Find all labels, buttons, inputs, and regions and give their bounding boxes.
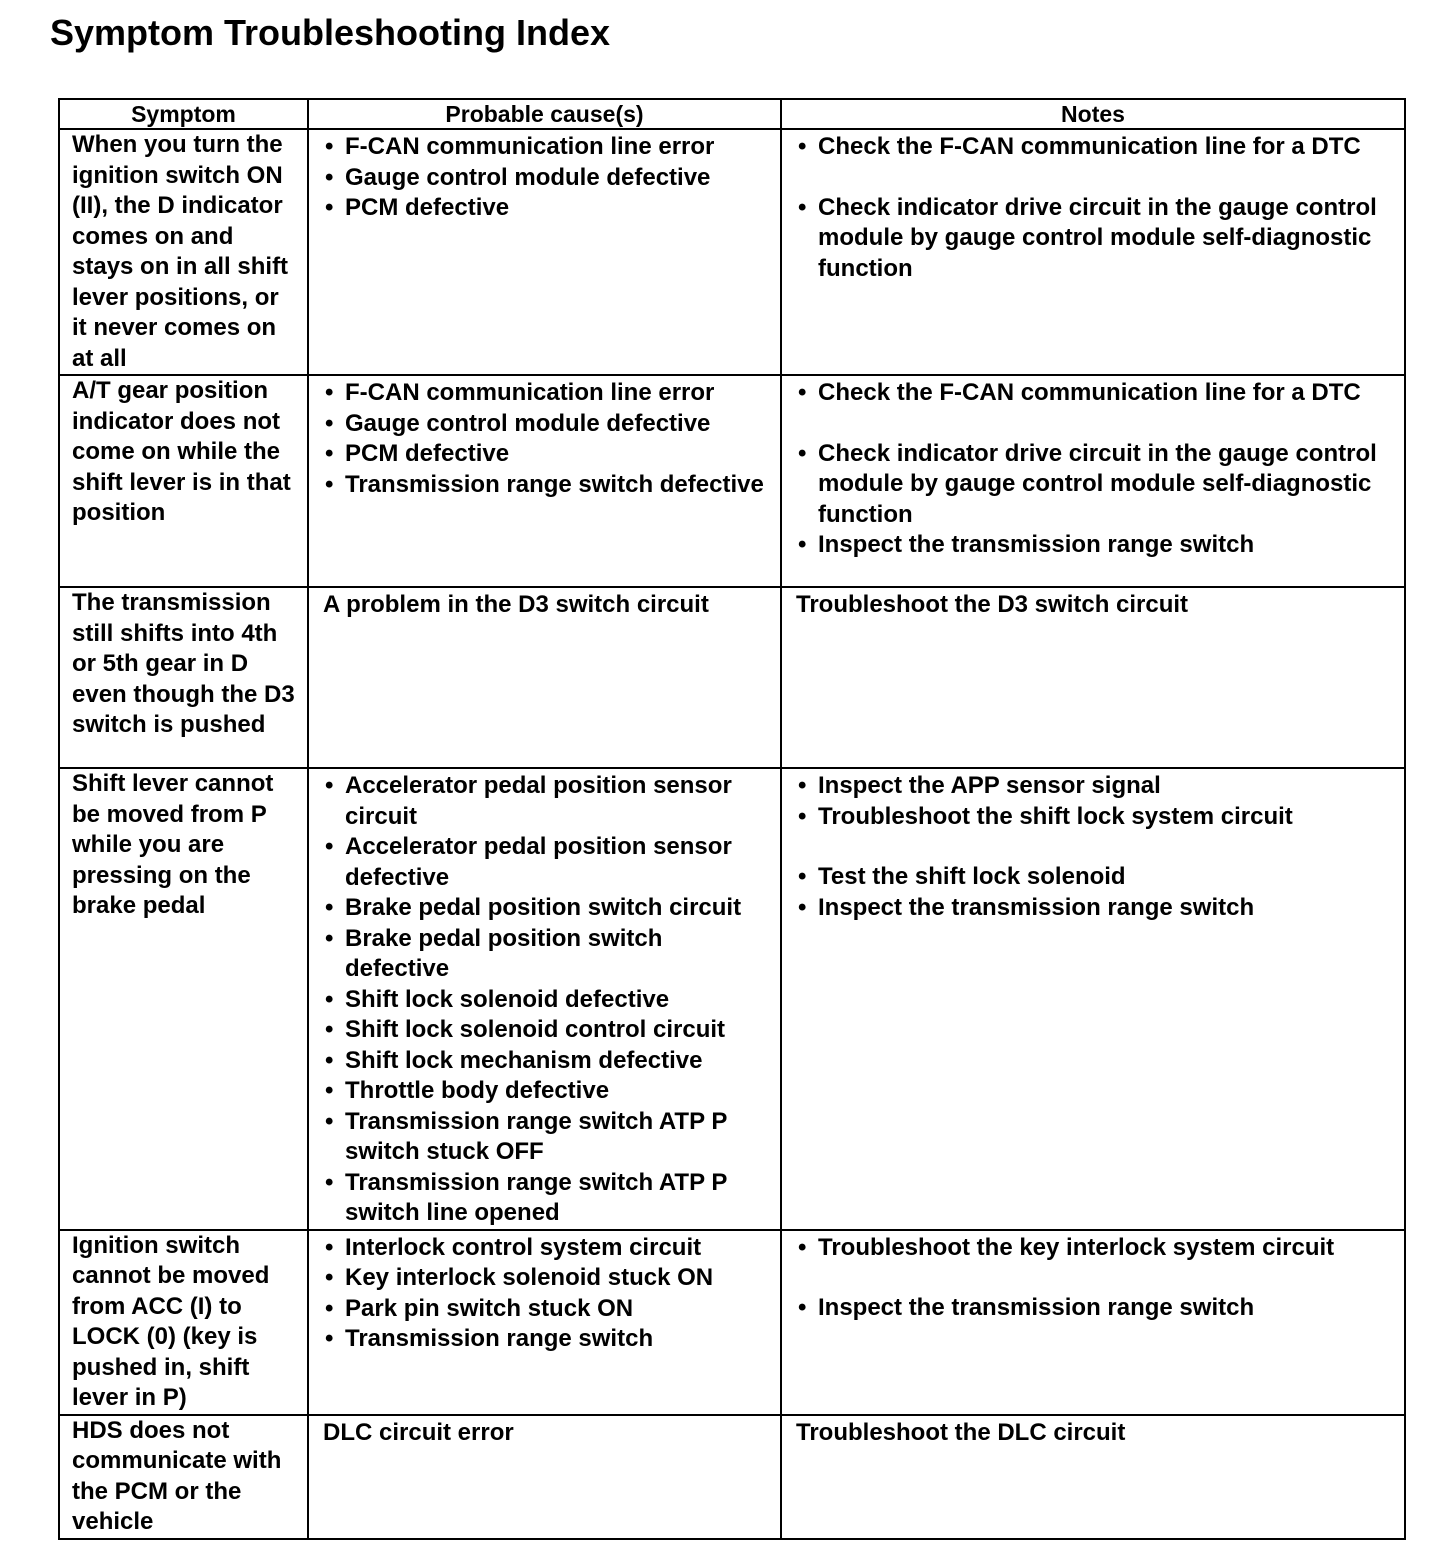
causes-cell [308,1415,781,1539]
symptom-cell: The transmission still shifts into 4th or 5th gear in D even though the D3 switch is pushed [59,587,308,768]
cause-item: • Brake pedal position switch circuit [323,893,770,924]
header-notes: Notes [781,99,1405,129]
cause-item: • Shift lock mechanism defective [323,1046,770,1077]
note-item: • Inspect the transmission range switch [796,530,1394,561]
table-row [59,375,1405,587]
note-item: • Check indicator drive circuit in the gauge control module by gauge control module self-diagnostic function [796,193,1394,285]
symptom-cell: A/T gear position indicator does not come on while the shift lever is in that position [59,375,308,587]
cause-item: • PCM defective [323,193,770,224]
causes-cell [308,375,781,587]
symptom-cell: HDS does not communicate with the PCM or the vehicle [59,1415,308,1539]
cause-item: • Brake pedal position switch defective [323,924,770,985]
symptom-cell: Shift lever cannot be moved from P while you are pressing on the brake pedal [59,768,308,1230]
causes-cell [308,587,781,768]
note-text: Troubleshoot the DLC circuit [796,1418,1126,1446]
cause-item: • Gauge control module defective [323,163,770,194]
cause-item: • Shift lock solenoid control circuit [323,1015,770,1046]
causes-list [323,132,770,224]
cause-item: • Shift lock solenoid defective [323,985,770,1016]
symptom-cell: Ignition switch cannot be moved from ACC (I) to LOCK (0) (key is pushed in, shift lever in P) [59,1230,308,1415]
table-row [59,768,1405,1230]
notes-list [796,1233,1394,1324]
table-header-row [59,99,1405,129]
cause-item: • Transmission range switch ATP P switch stuck OFF [323,1107,770,1168]
cause-item: • Transmission range switch [323,1324,770,1355]
causes-cell [308,1230,781,1415]
note-item: • Check the F-CAN communication line for a DTC [796,132,1394,163]
header-symptom: Symptom [59,99,308,129]
notes-cell [781,587,1405,768]
notes-cell [781,129,1405,375]
cause-item: • F-CAN communication line error [323,132,770,163]
notes-list [796,132,1394,284]
causes-cell [308,129,781,375]
note-item: • Check the F-CAN communication line for a DTC [796,378,1394,409]
symptom-cell: When you turn the ignition switch ON (II), the D indicator comes on and stays on in all shift lever positions, or it never comes on at all [59,129,308,375]
note-item: • Inspect the transmission range switch [796,1293,1394,1324]
notes-list [796,378,1394,561]
troubleshooting-table [58,98,1406,1540]
notes-cell [781,375,1405,587]
table-row [59,129,1405,375]
notes-cell [781,1230,1405,1415]
note-item: • Troubleshoot the shift lock system circuit [796,802,1394,833]
table-row [59,1415,1405,1539]
page-title: Symptom Troubleshooting Index [50,12,611,53]
cause-item: • Throttle body defective [323,1076,770,1107]
note-item: • Check indicator drive circuit in the gauge control module by gauge control module self-diagnostic function [796,439,1394,531]
cause-item: • Accelerator pedal position sensor circuit [323,771,770,832]
note-item: • Inspect the transmission range switch [796,893,1394,924]
notes-cell [781,1415,1405,1539]
cause-item: • Key interlock solenoid stuck ON [323,1263,770,1294]
cause-item: • Accelerator pedal position sensor defective [323,832,770,893]
table-row [59,587,1405,768]
header-probable-causes: Probable cause(s) [308,99,781,129]
cause-item: • Interlock control system circuit [323,1233,770,1264]
cause-item: • Gauge control module defective [323,409,770,440]
note-item: • Inspect the APP sensor signal [796,771,1394,802]
cause-text: A problem in the D3 switch circuit [323,591,709,618]
cause-item: • PCM defective [323,439,770,470]
cause-text: DLC circuit error [323,1418,514,1446]
causes-cell [308,768,781,1230]
note-item: • Troubleshoot the key interlock system circuit [796,1233,1394,1264]
note-text: Troubleshoot the D3 switch circuit [796,591,1189,618]
causes-list [323,771,770,1229]
cause-item: • Transmission range switch ATP P switch line opened [323,1168,770,1229]
cause-item: • Park pin switch stuck ON [323,1294,770,1325]
notes-cell [781,768,1405,1230]
causes-list [323,1233,770,1355]
notes-list [796,771,1394,923]
note-item: • Test the shift lock solenoid [796,862,1394,893]
cause-item: • F-CAN communication line error [323,378,770,409]
table-row [59,1230,1405,1415]
cause-item: • Transmission range switch defective [323,470,770,501]
causes-list [323,378,770,500]
